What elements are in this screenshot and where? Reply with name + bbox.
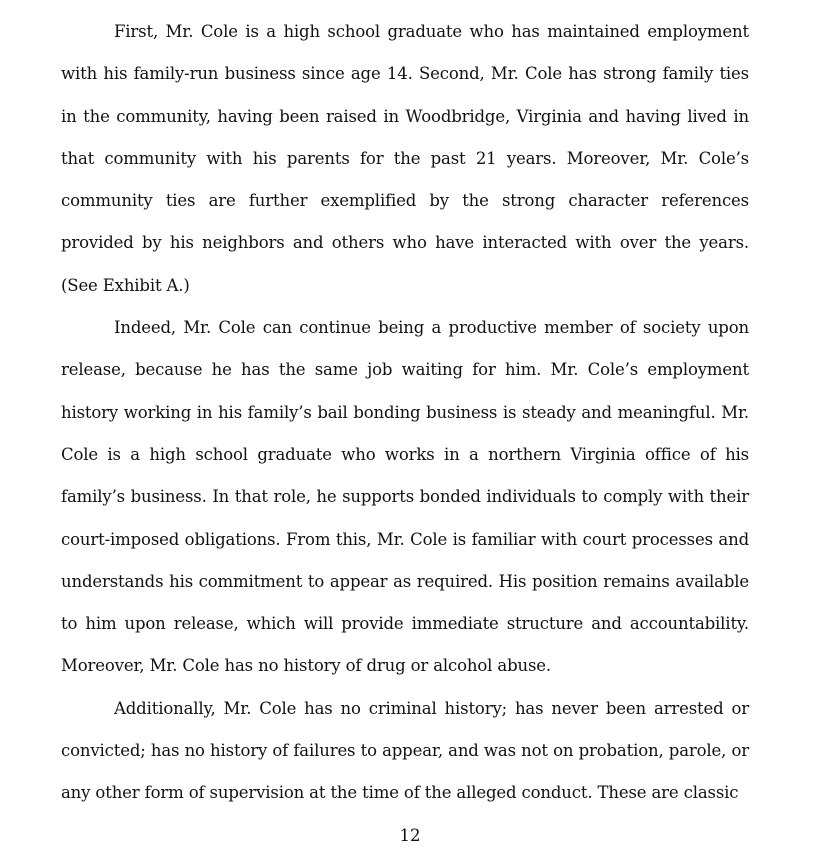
paragraph-community-ties: First, Mr. Cole is a high school graduate who has maintained employment with his family-run business since age 14. Second, Mr. Cole has strong family ties in the community, having been raised in Woodbridge, Virginia and having lived in that community with his parents for the past 21 years. Moreover, Mr. Cole’s community ties are further exemplified by the strong character references provided by his neighbors and others who have interacted with over the years. (See Exhibit A.) [61, 22, 749, 295]
document-body [61, 11, 749, 815]
paragraph-criminal-history: Additionally, Mr. Cole has no criminal history; has never been arrested or convicted; has no history of failures to appear, and was not on probation, parole, or any other form of supervision at the time of the alleged conduct. These are classic [61, 698, 749, 803]
page-number: 12 [399, 826, 421, 845]
paragraph-employment: Indeed, Mr. Cole can continue being a productive member of society upon release, because he has the same job waiting for him. Mr. Cole’s employment history working in his family’s bail bonding business is steady and meaningful. Mr. Cole is a high school graduate who works in a northern Virginia office of his family’s business. In that role, he supports bonded individuals to comply with their court-imposed obligations. From this, Mr. Cole is familiar with court processes and understands his commitment to appear as required. His position remains available to him upon release, which will provide immediate structure and accountability. Moreover, Mr. Cole has no history of drug or alcohol abuse. [61, 318, 749, 676]
